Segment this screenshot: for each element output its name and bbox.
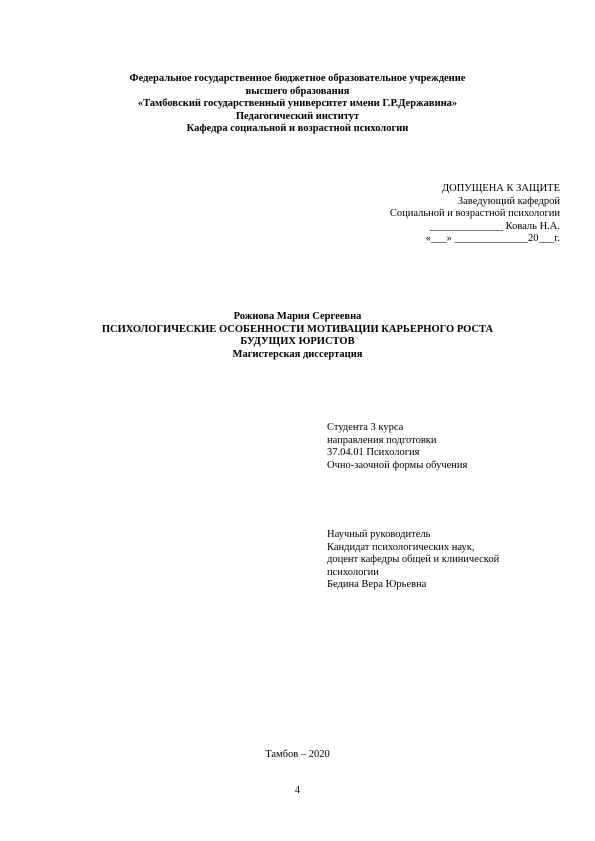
- header-line: Педагогический институт: [235, 110, 360, 122]
- advisor-info: [327, 529, 567, 592]
- thesis-type: Магистерская диссертация: [232, 348, 363, 360]
- author-name: Рожнова Мария Сергеевна: [233, 311, 362, 322]
- student-info: [327, 422, 567, 472]
- approval-date-line: «___» ______________20___г.: [425, 233, 560, 244]
- student-line: 37.04.01 Психология: [327, 447, 420, 458]
- approval-signature-line: ______________ Коваль Н.А.: [429, 220, 560, 232]
- header-line: высшего образования: [245, 85, 350, 97]
- advisor-line: доцент кафедры общей и клинической: [327, 554, 500, 565]
- thesis-title-line: БУДУЩИХ ЮРИСТОВ: [240, 336, 355, 347]
- thesis-title-block: [0, 311, 595, 361]
- institution-header: [0, 73, 595, 136]
- city-year: Тамбов – 2020: [265, 749, 330, 760]
- student-line: направления подготовки: [327, 434, 437, 446]
- approval-block: [300, 183, 560, 246]
- header-line: Кафедра социальной и возрастной психологии: [186, 123, 409, 134]
- advisor-line: Кандидат психологических наук,: [327, 541, 475, 553]
- approval-line: ДОПУЩЕНА К ЗАЩИТЕ: [441, 183, 560, 194]
- header-line: «Тамбовский государственный университет имени Г.Р.Державина»: [137, 98, 458, 109]
- advisor-line: Научный руководитель: [327, 529, 431, 540]
- page-number: 4: [295, 785, 300, 796]
- header-line: Федеральное государственное бюджетное образовательное учреждение: [129, 73, 466, 84]
- student-line: Студента 3 курса: [327, 422, 404, 433]
- approval-line: Заведующий кафедрой: [457, 195, 560, 207]
- advisor-line: психологии: [327, 566, 379, 578]
- student-line: Очно-заочной формы обучения: [327, 459, 468, 471]
- approval-line: Социальной и возрастной психологии: [389, 208, 560, 219]
- advisor-name: Бедина Вера Юрьевна: [327, 579, 427, 590]
- thesis-title-line: ПСИХОЛОГИЧЕСКИЕ ОСОБЕННОСТИ МОТИВАЦИИ КАРЬЕРНОГО РОСТА: [101, 323, 494, 335]
